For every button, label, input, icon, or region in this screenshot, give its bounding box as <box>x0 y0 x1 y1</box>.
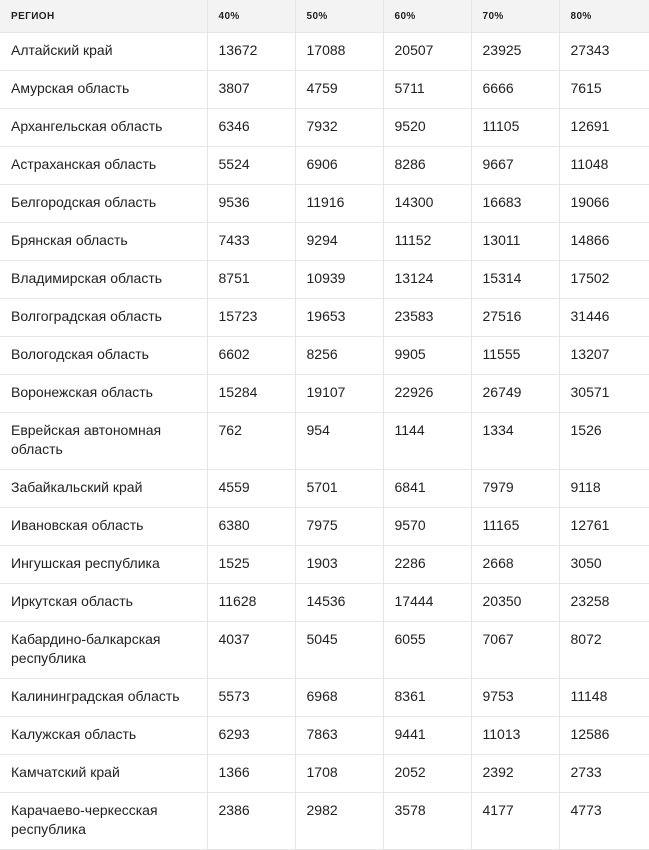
value-cell: 11013 <box>471 717 559 755</box>
value-cell: 7615 <box>559 71 649 109</box>
value-cell: 6841 <box>383 470 471 508</box>
value-cell: 26749 <box>471 375 559 413</box>
value-cell: 17444 <box>383 584 471 622</box>
value-cell: 11148 <box>559 679 649 717</box>
region-name-cell: Иркутская область <box>0 584 207 622</box>
value-cell: 9294 <box>295 223 383 261</box>
value-cell: 4559 <box>207 470 295 508</box>
table-row <box>0 375 649 413</box>
value-cell: 15284 <box>207 375 295 413</box>
value-cell: 12586 <box>559 717 649 755</box>
value-cell: 2668 <box>471 546 559 584</box>
value-cell: 2052 <box>383 755 471 793</box>
value-cell: 15723 <box>207 299 295 337</box>
value-cell: 5573 <box>207 679 295 717</box>
value-cell: 2392 <box>471 755 559 793</box>
region-name-cell: Брянская область <box>0 223 207 261</box>
value-cell: 6380 <box>207 508 295 546</box>
header-80-percent: 80% <box>559 0 649 33</box>
value-cell: 14300 <box>383 185 471 223</box>
value-cell: 3050 <box>559 546 649 584</box>
value-cell: 20350 <box>471 584 559 622</box>
value-cell: 9753 <box>471 679 559 717</box>
value-cell: 8072 <box>559 622 649 679</box>
region-name-cell: Астраханская область <box>0 147 207 185</box>
region-name-cell: Архангельская область <box>0 109 207 147</box>
region-name-cell: Забайкальский край <box>0 470 207 508</box>
value-cell: 3578 <box>383 793 471 850</box>
value-cell: 23925 <box>471 33 559 71</box>
value-cell: 7863 <box>295 717 383 755</box>
table-row <box>0 793 649 850</box>
value-cell: 9536 <box>207 185 295 223</box>
value-cell: 17502 <box>559 261 649 299</box>
value-cell: 12761 <box>559 508 649 546</box>
value-cell: 7067 <box>471 622 559 679</box>
table-row <box>0 622 649 679</box>
header-40-percent: 40% <box>207 0 295 33</box>
value-cell: 13124 <box>383 261 471 299</box>
value-cell: 27343 <box>559 33 649 71</box>
value-cell: 31446 <box>559 299 649 337</box>
table-header <box>0 0 649 33</box>
value-cell: 1526 <box>559 413 649 470</box>
value-cell: 19066 <box>559 185 649 223</box>
value-cell: 1903 <box>295 546 383 584</box>
value-cell: 762 <box>207 413 295 470</box>
value-cell: 6666 <box>471 71 559 109</box>
value-cell: 7932 <box>295 109 383 147</box>
value-cell: 12691 <box>559 109 649 147</box>
value-cell: 23258 <box>559 584 649 622</box>
value-cell: 2286 <box>383 546 471 584</box>
region-name-cell: Воронежская область <box>0 375 207 413</box>
table-row <box>0 413 649 470</box>
value-cell: 8286 <box>383 147 471 185</box>
table-row <box>0 546 649 584</box>
value-cell: 1144 <box>383 413 471 470</box>
table-row <box>0 223 649 261</box>
value-cell: 11152 <box>383 223 471 261</box>
table-row <box>0 508 649 546</box>
value-cell: 4177 <box>471 793 559 850</box>
value-cell: 7975 <box>295 508 383 546</box>
region-name-cell: Калининградская область <box>0 679 207 717</box>
table-row <box>0 33 649 71</box>
value-cell: 22926 <box>383 375 471 413</box>
value-cell: 10939 <box>295 261 383 299</box>
value-cell: 9118 <box>559 470 649 508</box>
value-cell: 9667 <box>471 147 559 185</box>
value-cell: 8361 <box>383 679 471 717</box>
region-name-cell: Амурская область <box>0 71 207 109</box>
value-cell: 9905 <box>383 337 471 375</box>
table-row <box>0 679 649 717</box>
value-cell: 17088 <box>295 33 383 71</box>
value-cell: 23583 <box>383 299 471 337</box>
table-row <box>0 337 649 375</box>
value-cell: 9570 <box>383 508 471 546</box>
header-60-percent: 60% <box>383 0 471 33</box>
value-cell: 5711 <box>383 71 471 109</box>
value-cell: 8256 <box>295 337 383 375</box>
value-cell: 954 <box>295 413 383 470</box>
value-cell: 4773 <box>559 793 649 850</box>
table-body <box>0 33 649 850</box>
value-cell: 2386 <box>207 793 295 850</box>
value-cell: 30571 <box>559 375 649 413</box>
value-cell: 6602 <box>207 337 295 375</box>
value-cell: 6968 <box>295 679 383 717</box>
region-name-cell: Вологодская область <box>0 337 207 375</box>
value-cell: 1708 <box>295 755 383 793</box>
value-cell: 20507 <box>383 33 471 71</box>
table-row <box>0 470 649 508</box>
value-cell: 13011 <box>471 223 559 261</box>
value-cell: 7433 <box>207 223 295 261</box>
header-70-percent: 70% <box>471 0 559 33</box>
value-cell: 11916 <box>295 185 383 223</box>
value-cell: 4759 <box>295 71 383 109</box>
region-name-cell: Калужская область <box>0 717 207 755</box>
value-cell: 6055 <box>383 622 471 679</box>
region-name-cell: Камчатский край <box>0 755 207 793</box>
table-row <box>0 584 649 622</box>
header-row <box>0 0 649 33</box>
region-name-cell: Карачаево-черкесская республика <box>0 793 207 850</box>
value-cell: 4037 <box>207 622 295 679</box>
value-cell: 27516 <box>471 299 559 337</box>
table-row <box>0 109 649 147</box>
value-cell: 5045 <box>295 622 383 679</box>
region-name-cell: Волгоградская область <box>0 299 207 337</box>
header-50-percent: 50% <box>295 0 383 33</box>
value-cell: 6906 <box>295 147 383 185</box>
value-cell: 16683 <box>471 185 559 223</box>
region-name-cell: Еврейская автономная область <box>0 413 207 470</box>
table-row <box>0 717 649 755</box>
value-cell: 11555 <box>471 337 559 375</box>
region-name-cell: Ингушская республика <box>0 546 207 584</box>
region-name-cell: Белгородская область <box>0 185 207 223</box>
value-cell: 2733 <box>559 755 649 793</box>
value-cell: 19107 <box>295 375 383 413</box>
value-cell: 13672 <box>207 33 295 71</box>
value-cell: 3807 <box>207 71 295 109</box>
table-row <box>0 71 649 109</box>
value-cell: 9520 <box>383 109 471 147</box>
value-cell: 1366 <box>207 755 295 793</box>
value-cell: 5701 <box>295 470 383 508</box>
value-cell: 9441 <box>383 717 471 755</box>
table-row <box>0 261 649 299</box>
value-cell: 13207 <box>559 337 649 375</box>
value-cell: 6346 <box>207 109 295 147</box>
value-cell: 5524 <box>207 147 295 185</box>
region-name-cell: Ивановская область <box>0 508 207 546</box>
region-name-cell: Владимирская область <box>0 261 207 299</box>
value-cell: 8751 <box>207 261 295 299</box>
value-cell: 2982 <box>295 793 383 850</box>
value-cell: 7979 <box>471 470 559 508</box>
header-region: РЕГИОН <box>0 0 207 33</box>
value-cell: 1334 <box>471 413 559 470</box>
table-row <box>0 147 649 185</box>
value-cell: 11628 <box>207 584 295 622</box>
table-row <box>0 299 649 337</box>
table-row <box>0 185 649 223</box>
value-cell: 14866 <box>559 223 649 261</box>
value-cell: 19653 <box>295 299 383 337</box>
value-cell: 14536 <box>295 584 383 622</box>
region-name-cell: Алтайский край <box>0 33 207 71</box>
value-cell: 11165 <box>471 508 559 546</box>
region-name-cell: Кабардино-балкарская республика <box>0 622 207 679</box>
value-cell: 1525 <box>207 546 295 584</box>
value-cell: 6293 <box>207 717 295 755</box>
value-cell: 11105 <box>471 109 559 147</box>
value-cell: 15314 <box>471 261 559 299</box>
table-row <box>0 755 649 793</box>
value-cell: 11048 <box>559 147 649 185</box>
